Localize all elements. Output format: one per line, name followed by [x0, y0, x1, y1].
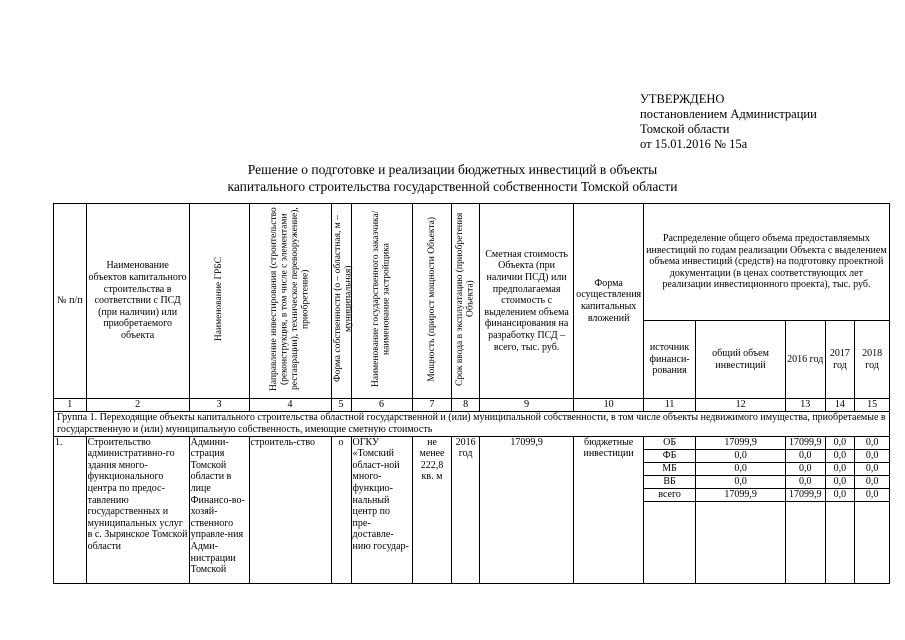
- column-number: 11: [643, 399, 696, 412]
- source-code: всего: [643, 488, 696, 501]
- source-2016: 17099,9: [785, 436, 825, 449]
- approval-line: постановлением Администрации: [640, 107, 817, 121]
- source-2016: 0,0: [785, 462, 825, 475]
- header-customer: Наименование государственного заказчика/наименование застройщика: [351, 204, 412, 399]
- source-2018: 0,0: [855, 436, 890, 449]
- empty-cell: [696, 501, 785, 583]
- investment-table: [53, 203, 890, 584]
- source-code: ОБ: [643, 436, 696, 449]
- header-number: № п/п: [54, 204, 87, 399]
- column-number: 6: [351, 399, 412, 412]
- source-2016: 0,0: [785, 475, 825, 488]
- row-object-name: Строительство административно-го здания много-функционального центра по предос-тавлению государственных и муниципальных услуг в с. Зырянское Томской области: [86, 436, 189, 583]
- source-total: 0,0: [696, 462, 785, 475]
- source-2017: 0,0: [825, 449, 854, 462]
- row-form: бюджетные инвестиции: [574, 436, 643, 583]
- header-ownership: Форма собственности (о – областная, м – муниципальная): [331, 204, 351, 399]
- header-capacity: Мощность (прирост мощности Объекта): [412, 204, 452, 399]
- column-number: 8: [452, 399, 479, 412]
- column-number: 9: [479, 399, 574, 412]
- source-2018: 0,0: [855, 475, 890, 488]
- header-source: источник финанси-рования: [643, 321, 696, 399]
- title-line: Решение о подготовке и реализации бюджетных инвестиций в объекты: [247, 162, 658, 177]
- row-direction: строитель-ство: [249, 436, 331, 583]
- column-number: 12: [696, 399, 785, 412]
- row-ownership: о: [331, 436, 351, 583]
- group-heading: Группа 1. Переходящие объекты капитального строительства областной государственной и (или) муниципальной собственности, в том числе объекты недвижимого имущества, приобретаемые в государственную и (или) муниципальную собственность, имеющие сметную стоимость: [54, 411, 890, 436]
- source-code: ФБ: [643, 449, 696, 462]
- header-2016: 2016 год: [785, 321, 825, 399]
- column-number: 3: [189, 399, 249, 412]
- source-code: МБ: [643, 462, 696, 475]
- row-number: 1.: [54, 436, 87, 583]
- empty-cell: [785, 501, 825, 583]
- row-customer: ОГКУ «Томский област-ной много-функцио-нальный центр по пре-доставле-нию государ-: [351, 436, 412, 583]
- column-number: 5: [331, 399, 351, 412]
- column-number: 14: [825, 399, 854, 412]
- source-total: 0,0: [696, 475, 785, 488]
- empty-cell: [643, 501, 696, 583]
- column-number: 15: [855, 399, 890, 412]
- header-object-name: Наименование объектов капитального строительства в соответствии с ПСД (при наличии) или приобретаемого объекта: [86, 204, 189, 399]
- column-number: 13: [785, 399, 825, 412]
- header-total: общий объем инвестиций: [696, 321, 785, 399]
- row-grbs: Админи-страция Томской области в лице Финансо-во-хозяй-ственного управле-ния Адми-нистрации Томской: [189, 436, 249, 583]
- empty-cell: [825, 501, 854, 583]
- column-number: 2: [86, 399, 189, 412]
- source-2017: 0,0: [825, 462, 854, 475]
- source-code: ВБ: [643, 475, 696, 488]
- column-number: 7: [412, 399, 452, 412]
- document-title: [0, 161, 905, 195]
- column-number-row: [54, 399, 890, 412]
- approval-line: Томской области: [640, 122, 730, 136]
- column-number: 1: [54, 399, 87, 412]
- empty-cell: [855, 501, 890, 583]
- source-2016: 17099,9: [785, 488, 825, 501]
- source-2018: 0,0: [855, 462, 890, 475]
- header-form: Форма осуществления капитальных вложений: [574, 204, 643, 399]
- row-cost: 17099,9: [479, 436, 574, 583]
- approval-block: [640, 92, 817, 152]
- header-cost: Сметная стоимость Объекта (при наличии ПСД) или предполагаемая стоимость с выделением объема финансирования на разработку ПСД – всего, тыс. руб.: [479, 204, 574, 399]
- source-2017: 0,0: [825, 475, 854, 488]
- source-2017: 0,0: [825, 488, 854, 501]
- column-number: 4: [249, 399, 331, 412]
- source-total: 17099,9: [696, 488, 785, 501]
- title-line: капитального строительства государственной собственности Томской области: [227, 179, 678, 194]
- header-direction: Направление инвестирования (строительство (реконструкция, в том числе с элементами реставрации), техническое перевооружение), приобретение): [249, 204, 331, 399]
- row-capacity: не менее 222,8 кв. м: [412, 436, 452, 583]
- approval-line: от 15.01.2016 № 15а: [640, 137, 748, 151]
- table-row: [54, 436, 890, 449]
- source-2018: 0,0: [855, 449, 890, 462]
- header-2017: 2017 год: [825, 321, 854, 399]
- header-grbs: Наименование ГРБС: [189, 204, 249, 399]
- approval-line: УТВЕРЖДЕНО: [640, 92, 725, 106]
- header-distribution: Распределение общего объема предоставляемых инвестиций по годам реализации Объекта с выделением объема инвестиций (средств) на подготовку проектной документации (в ценах соответствующих лет реализации инвестиционного проекта), тыс. руб.: [643, 204, 889, 321]
- group-row: [54, 411, 890, 436]
- source-2017: 0,0: [825, 436, 854, 449]
- source-2018: 0,0: [855, 488, 890, 501]
- header-2018: 2018 год: [855, 321, 890, 399]
- source-total: 0,0: [696, 449, 785, 462]
- row-term: 2016 год: [452, 436, 479, 583]
- source-2016: 0,0: [785, 449, 825, 462]
- source-total: 17099,9: [696, 436, 785, 449]
- header-term: Срок ввода в эксплуатацию (приобретения Объекта): [452, 204, 479, 399]
- column-number: 10: [574, 399, 643, 412]
